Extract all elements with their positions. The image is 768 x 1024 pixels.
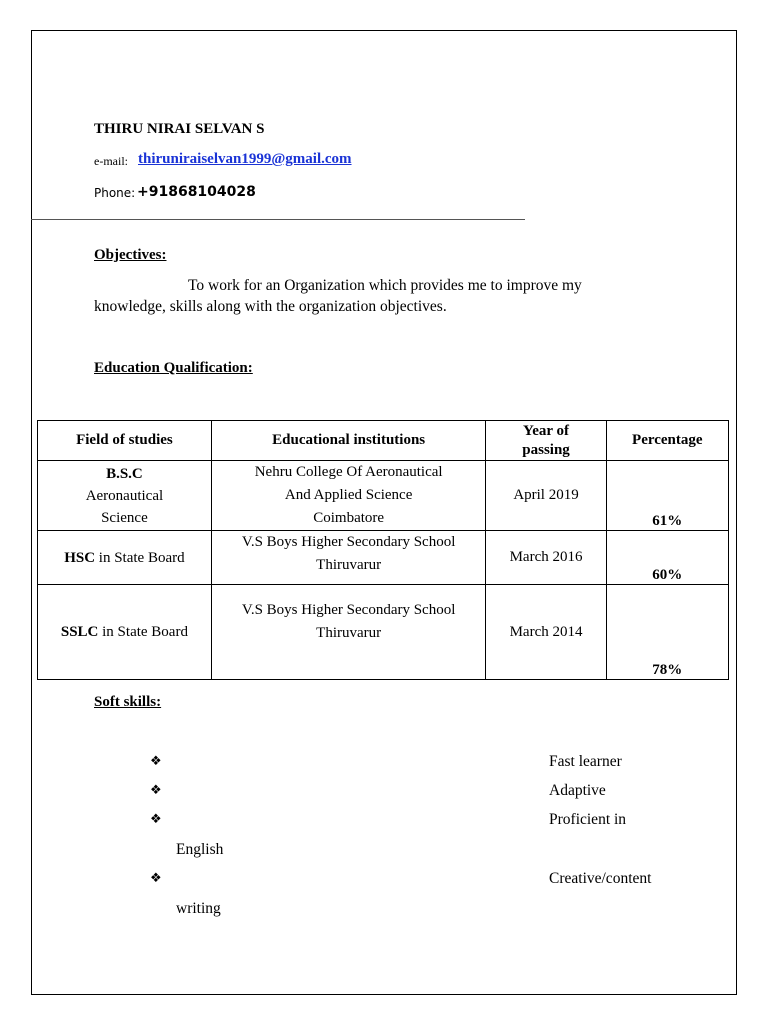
objectives-text-line-1: To work for an Organization which provides me to improve my (188, 277, 582, 294)
soft-skill-item: Proficient in (549, 811, 627, 828)
soft-skill-item: Adaptive (549, 782, 606, 799)
field-detail: in State Board (95, 549, 185, 566)
institution-line: Thiruvarur (316, 625, 382, 641)
candidate-name: THIRU NIRAI SELVAN S (94, 121, 265, 137)
objectives-text-line-2: knowledge, skills along with the organization objectives. (94, 298, 447, 315)
year-cell: April 2019 (486, 461, 606, 531)
year-cell: March 2014 (486, 585, 606, 680)
field-name: HSC (64, 549, 96, 566)
percentage-cell: 78% (606, 585, 728, 680)
email-link[interactable]: thiruniraiselvan1999@gmail.com (138, 151, 352, 167)
institution-line: V.S Boys Higher Secondary School (241, 602, 456, 618)
column-header: Educational institutions (211, 421, 486, 461)
institution-cell (211, 461, 486, 531)
diamond-bullet-icon: ❖ (150, 783, 162, 798)
education-table (37, 420, 729, 680)
column-header: Percentage (606, 421, 728, 461)
column-header-line: Year of (523, 422, 570, 439)
table-row (38, 585, 729, 680)
institution-line: Nehru College Of Aeronautical (254, 464, 443, 480)
institution-line: Coimbatore (313, 510, 385, 526)
field-cell (38, 585, 212, 680)
year-cell: March 2016 (486, 531, 606, 585)
field-cell (38, 531, 212, 585)
objectives-heading: Objectives: (94, 247, 167, 263)
institution-line: Thiruvarur (316, 557, 382, 573)
field-detail: Science (101, 509, 148, 526)
soft-skills-heading: Soft skills: (94, 694, 162, 710)
table-row (38, 461, 729, 531)
table-row (38, 531, 729, 585)
percentage-cell: 61% (606, 461, 728, 531)
column-header-line: passing (522, 441, 570, 458)
soft-skill-item: Fast learner (549, 753, 622, 770)
percentage-cell: 60% (606, 531, 728, 585)
column-header: Field of studies (38, 421, 212, 461)
soft-skill-item: Creative/content (549, 870, 652, 887)
institution-cell (211, 531, 486, 585)
education-heading: Education Qualification: (94, 360, 253, 376)
field-name: SSLC (60, 624, 99, 640)
diamond-bullet-icon: ❖ (150, 754, 162, 769)
field-detail: Aeronautical (85, 487, 164, 504)
soft-skill-item-continuation: English (176, 841, 224, 858)
column-header (486, 421, 606, 461)
phone-label: Phone: (94, 186, 136, 200)
phone-number: +91868104028 (137, 184, 256, 200)
field-detail: in State Board (98, 624, 188, 640)
soft-skill-item-continuation: writing (176, 900, 221, 917)
table-header-row (38, 421, 729, 461)
header-divider (31, 219, 525, 220)
institution-line: And Applied Science (284, 487, 413, 503)
diamond-bullet-icon: ❖ (150, 812, 162, 827)
field-name: B.S.C (106, 465, 143, 482)
institution-line: V.S Boys Higher Secondary School (241, 534, 456, 550)
institution-cell (211, 585, 486, 680)
email-label: e-mail: (94, 154, 128, 168)
field-cell (38, 461, 212, 531)
diamond-bullet-icon: ❖ (150, 871, 162, 886)
